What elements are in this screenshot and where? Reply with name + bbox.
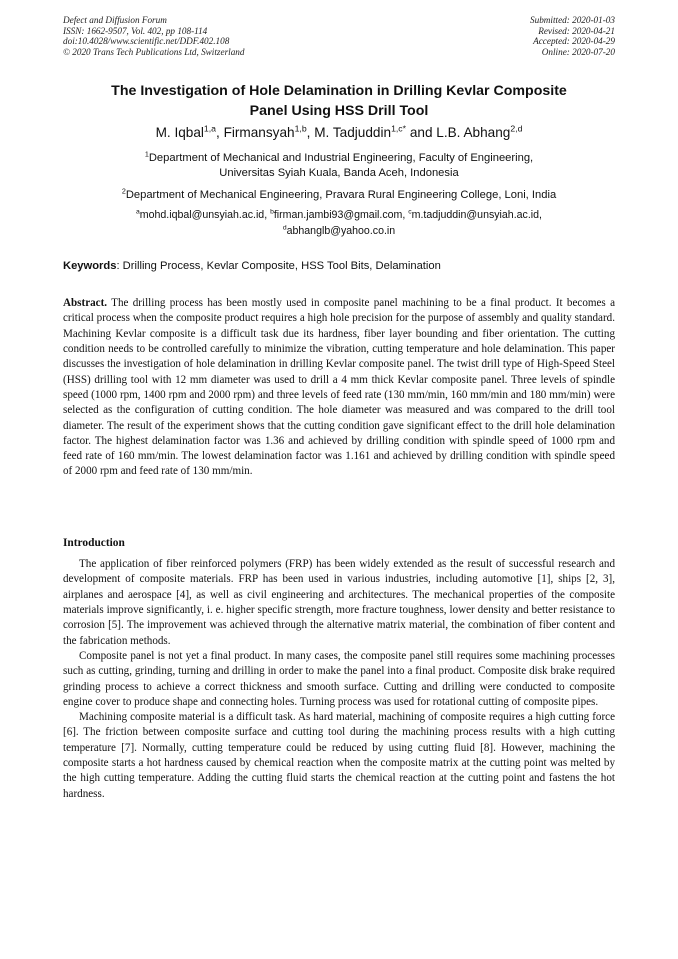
author-affiliation-mark: 1,c* xyxy=(391,123,407,134)
email-separator: , xyxy=(402,209,409,221)
abstract xyxy=(63,296,615,480)
abstract-label: Abstract. xyxy=(63,297,108,309)
issn-volume: ISSN: 1662-9507, Vol. 402, pp 108-114 xyxy=(63,25,208,36)
affiliation-line: Universitas Syiah Kuala, Banda Aceh, Indonesia xyxy=(219,167,459,179)
author-affiliation-mark: 1,b xyxy=(294,123,307,134)
affiliation-mark: 2 xyxy=(121,187,126,196)
author-affiliation-mark: 1,a xyxy=(203,123,216,134)
email-link[interactable]: firman.jambi93@gmail.com xyxy=(273,209,403,221)
author-separator: , xyxy=(216,125,224,140)
email-separator: , xyxy=(539,209,542,221)
paragraph: Composite panel is not yet a final product. In many cases, the composite panel still requires some machining processes such as cutting, grinding, turning and drilling in order to make the panel into a final product. Composite disk brake required grinding process to achieve a correct thickness and smooth surface. Cutting and drilling were conducted to composite engine cover to produce shape and connecting holes. Turning process was used for rotational cutting of composite pipes. xyxy=(63,649,615,708)
title-line-2: Panel Using HSS Drill Tool xyxy=(249,103,429,119)
author-name: Firmansyah xyxy=(223,125,295,140)
affiliation-line: Department of Mechanical Engineering, Pravara Rural Engineering College, Loni, India xyxy=(125,189,557,201)
email-mark: d xyxy=(282,224,287,232)
section-heading-introduction: Introduction xyxy=(63,537,125,549)
affiliation-1 xyxy=(63,151,615,181)
accepted-date: Accepted: 2020-04-29 xyxy=(533,36,615,47)
revised-date: Revised: 2020-04-21 xyxy=(538,25,615,36)
copyright: © 2020 Trans Tech Publications Ltd, Switzerland xyxy=(63,46,245,57)
email-list xyxy=(63,207,615,239)
affiliation-line: Department of Mechanical and Industrial Engineering, Faculty of Engineering, xyxy=(148,152,534,164)
submitted-date: Submitted: 2020-01-03 xyxy=(530,15,615,25)
paragraph: Machining composite material is a difficult task. As hard material, machining of composite requires a high cutting force [6]. The friction between composite surface and cutting tool during the machining process results with a high cutting temperature [7]. Normally, cutting temperature could be reduced by using cutting fluid [8]. However, machining the composite starts a hot hardness caused by chemical reaction when the composite matrix at the cutting point was melted by the high cutting temperature. Adding the cutting fluid starts the chemical reaction at the cutting point and fastens the hot hardness. xyxy=(63,711,615,800)
email-mark: a xyxy=(136,208,140,216)
author-separator: and xyxy=(406,125,437,140)
paper-title xyxy=(63,81,615,121)
email-mark: b xyxy=(270,208,274,216)
email-link[interactable]: mohd.iqbal@unsyiah.ac.id xyxy=(139,209,265,221)
journal-info xyxy=(63,15,244,57)
journal-name: Defect and Diffusion Forum xyxy=(63,15,167,25)
doi[interactable]: doi:10.4028/www.scientific.net/DDF.402.108 xyxy=(63,36,230,47)
title-line-1: The Investigation of Hole Delamination in Drilling Kevlar Composite xyxy=(111,83,567,99)
email-link[interactable]: m.tadjuddin@unsyiah.ac.id xyxy=(411,209,540,221)
keywords xyxy=(63,259,615,274)
affiliation-mark: 1 xyxy=(144,150,149,159)
online-date: Online: 2020-07-20 xyxy=(541,46,615,57)
author-list xyxy=(63,124,615,142)
keywords-text: : Drilling Process, Kevlar Composite, HSS Tool Bits, Delamination xyxy=(116,260,441,272)
keywords-label: Keywords xyxy=(63,260,117,272)
email-separator: , xyxy=(264,209,271,221)
author-affiliation-mark: 2,d xyxy=(510,123,523,134)
paragraph: The application of fiber reinforced polymers (FRP) has been widely extended as the result of successful research and development of composite materials. FRP has been used in various industries, including automotive [1], ships [2, 3], airplanes and aerospace [4], as well as civil engineering and architectures. The mechanical properties of the composite materials improve significantly, i. e. higher specific strength, more fracture toughness, lower density and better resistance to corrosion [5]. The improvement was achieved through the alternative matrix material, the combination of fiber content and the fabrication methods. xyxy=(63,558,615,647)
introduction-body xyxy=(63,557,615,802)
affiliation-2 xyxy=(63,188,615,203)
publication-dates xyxy=(530,15,615,57)
author-name: M. Tadjuddin xyxy=(314,125,392,140)
author-name: M. Iqbal xyxy=(155,125,204,140)
email-link[interactable]: abhanglb@yahoo.co.in xyxy=(286,225,396,237)
author-separator: , xyxy=(306,125,315,140)
abstract-text: The drilling process has been mostly used in composite panel machining to be a final product. It becomes a critical process when the composite product requires a high hole precision for the purpose of assembly and quality standard. Machining Kevlar composite is a difficult task due its hardness, fiber layer bounding and fiber orientation. The cutting condition needs to be controlled carefully to minimize the vibration, cutting temperature and hole delamination. This paper discusses the investigation of hole delamination in drilling Kevlar composite panel. The twist drill type of High-Speed Steel (HSS) drilling tool with 12 mm diameter was used to drill a 4 mm thick Kevlar composite panel. Three levels of spindle speed (1000 rpm, 1400 rpm and 2000 rpm) and three levels of feed rate (130 mm/min, 160 mm/min and 180 mm/min) were selected as the configuration of cutting condition. The hole diameter was measured and was compared to the drill tool diameter. The result of the experiment shows that the cutting condition gave significant effect to the drill hole delamination factor. The highest delamination factor was 1.36 and achieved by drilling condition with spindle speed of 1000 rpm and feed rate of 160 mm/min. The lowest delamination factor was 1.161 and achieved by drilling condition with spindle speed of 2000 rpm and feed rate of 130 mm/min. xyxy=(63,297,615,478)
email-mark: c xyxy=(408,208,412,216)
author-name: L.B. Abhang xyxy=(436,125,511,140)
